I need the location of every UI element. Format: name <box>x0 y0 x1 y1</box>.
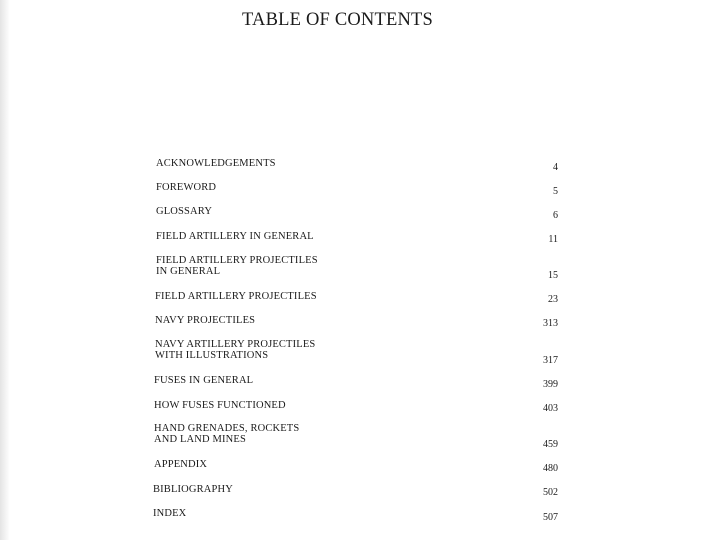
toc-entry-page: 11 <box>548 234 558 245</box>
toc-entry-label: HOW FUSES FUNCTIONED <box>154 400 286 411</box>
toc-entry-page: 5 <box>553 186 558 197</box>
toc-entry-label: FIELD ARTILLERY PROJECTILES <box>155 291 317 302</box>
toc-entry-label-line-2: IN GENERAL <box>156 266 221 277</box>
toc-entry-label: GLOSSARY <box>156 206 213 217</box>
toc-entry-page: 6 <box>553 210 558 221</box>
toc-entry-page: 23 <box>548 294 558 305</box>
toc-entry-label: FOREWORD <box>156 182 217 193</box>
toc-entry-label: FIELD ARTILLERY PROJECTILES <box>156 255 318 266</box>
page-title: TABLE OF CONTENTS <box>242 10 434 30</box>
toc-entry-page: 15 <box>548 270 558 281</box>
toc-entry-label: APPENDIX <box>154 459 208 470</box>
toc-entry-page: 502 <box>543 487 558 498</box>
toc-entry-label-line-2: AND LAND MINES <box>154 434 246 445</box>
toc-entry-label: NAVY ARTILLERY PROJECTILES <box>155 339 316 350</box>
toc-entry-page: 459 <box>543 439 558 450</box>
toc-entry-page: 399 <box>543 379 558 390</box>
toc-entry-label: FIELD ARTILLERY IN GENERAL <box>156 231 314 242</box>
toc-entry-label: HAND GRENADES, ROCKETS <box>154 423 300 434</box>
toc-entry-page: 403 <box>543 403 558 414</box>
toc-entry-page: 507 <box>543 512 558 523</box>
toc-entry-label: BIBLIOGRAPHY <box>153 484 233 495</box>
toc-entry-label: FUSES IN GENERAL <box>154 375 254 386</box>
toc-entry-page: 480 <box>543 463 558 474</box>
toc-entry-page: 4 <box>553 162 558 173</box>
toc-entry-label-line-2: WITH ILLUSTRATIONS <box>155 350 269 361</box>
toc-entry-label: NAVY PROJECTILES <box>155 315 256 326</box>
toc-entry-page: 313 <box>543 318 558 329</box>
toc-entry-page: 317 <box>543 355 558 366</box>
toc-entry-label: ACKNOWLEDGEMENTS <box>156 158 276 169</box>
toc-entry-label: INDEX <box>153 508 187 519</box>
